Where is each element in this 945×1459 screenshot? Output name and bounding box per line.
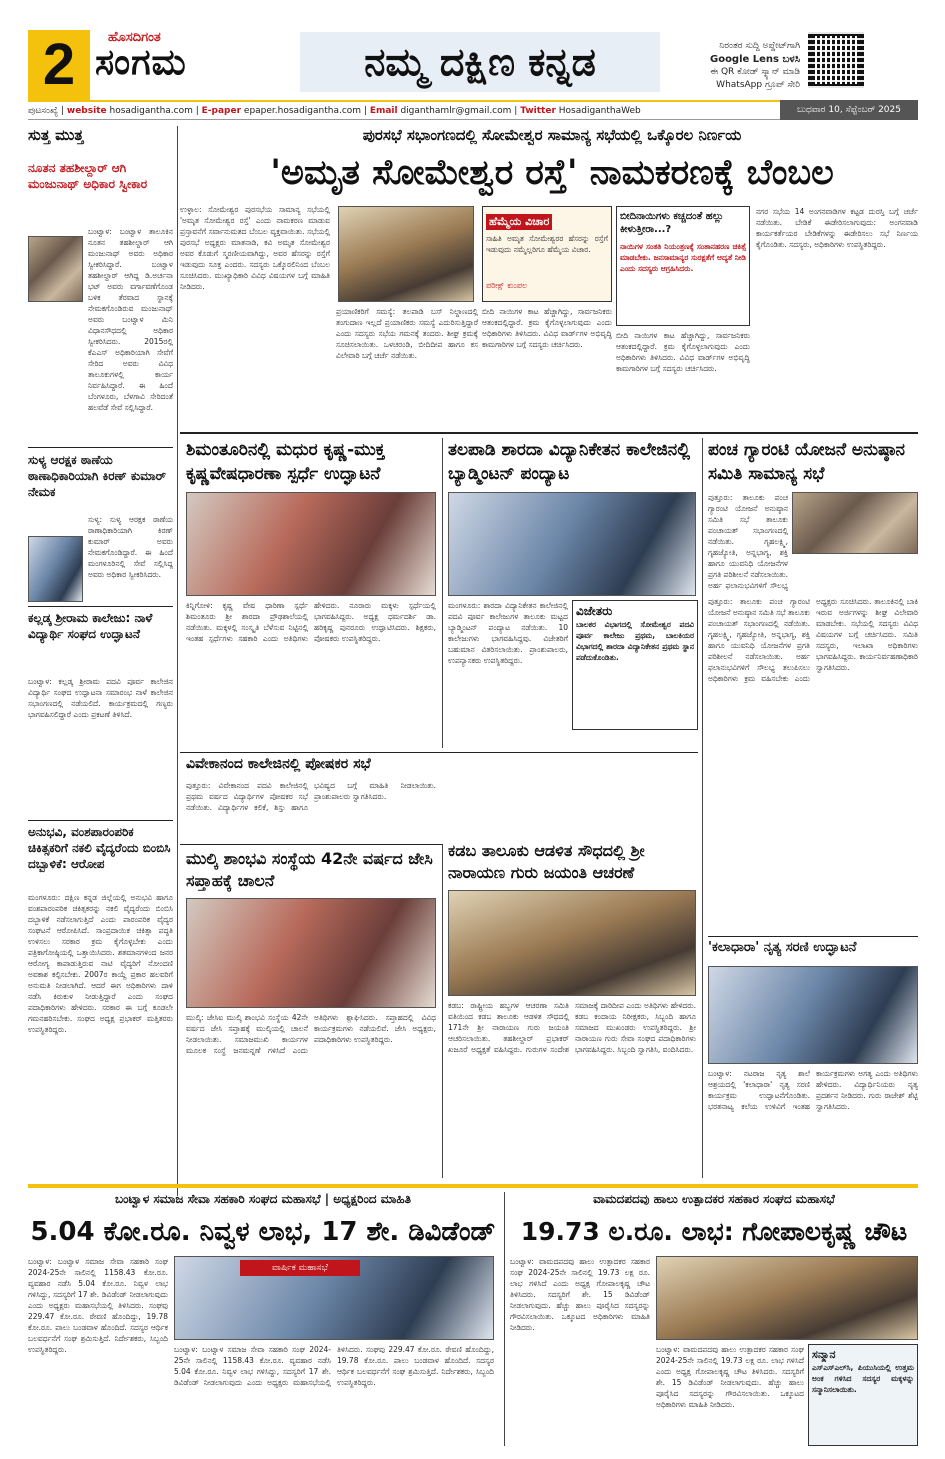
winners-title: ವಿಜೇತರು	[576, 604, 613, 618]
winners-body: ಬಾಲಕರ ವಿಭಾಗದಲ್ಲಿ ಸೋಮೇಶ್ವರ ಪದವಿ ಪೂರ್ವ ಕಾಲೇಜು ಪ್ರಥಮ, ಬಾಲಕಿಯರ ವಿಭಾಗದಲ್ಲಿ ಶಾರದಾ ವಿದ್ಯಾನಿಕೇತನ ಪ್ರಥಮ ಸ್ಥಾನ ಪಡೆದುಕೊಂಡಿತು.	[576, 620, 694, 662]
felicitation-title: ಸನ್ಮಾನ	[812, 1348, 836, 1361]
dance-photo	[708, 966, 918, 1064]
email-link[interactable]: diganthamlr@gmail.com	[400, 106, 512, 116]
mid-body-3a: ಪುತ್ತೂರು: ತಾಲೂಕು ಪಂಚ ಗ್ಯಾರಂಟಿ ಯೋಜನೆ ಅನುಷ್ಠಾನ ಸಮಿತಿ ಸಭೆ ತಾಲೂಕು ಪಂಚಾಯತ್ ಸಭಾಂಗಣದಲ್ಲಿ ನಡೆಯಿತು. ಗೃಹಲಕ್ಷ್ಮಿ, ಗೃಹಜ್ಯೋತಿ, ಅನ್ನಭಾಗ್ಯ, ಶಕ್ತಿ ಹಾಗೂ ಯುವನಿಧಿ ಯೋಜನೆಗಳ ಪ್ರಗತಿ ಪರಿಶೀಲನೆ ನಡೆಸಲಾಯಿತು. ಅರ್ಹ ಫಲಾನುಭವಿಗಳಿಗೆ ಸೌಲಭ್ಯ	[708, 493, 788, 590]
krishna-photo	[186, 492, 436, 596]
column-label: ಸುತ್ತ ಮುತ್ತ	[28, 126, 84, 144]
mid-body-3b: ಪುತ್ತೂರು: ತಾಲೂಕು ಪಂಚ ಗ್ಯಾರಂಟಿ ಯೋಜನೆ ಅನುಷ್ಠಾನ ಸಮಿತಿ ಸಭೆ ತಾಲೂಕು ಪಂಚಾಯತ್ ಸಭಾಂಗಣದಲ್ಲಿ ನಡೆಯಿತು. ಗೃಹಲಕ್ಷ್ಮಿ, ಗೃಹಜ್ಯೋತಿ, ಅನ್ನಭಾಗ್ಯ, ಶಕ್ತಿ ಹಾಗೂ ಯುವನಿಧಿ ಯೋಜನೆಗಳ ಪ್ರಗತಿ ಪರಿಶೀಲನೆ ನಡೆಸಲಾಯಿತು. ಅರ್ಹ ಫಲಾನುಭವಿಗಳಿಗೆ ಸೌಲಭ್ಯ ತಲುಪಿಸಲು ಅಧಿಕಾರಿಗಳು ಕ್ರಮ ವಹಿಸಬೇಕು ಎಂದು ಅಧ್ಯಕ್ಷರು ಸೂಚಿಸಿದರು. ತಾಲೂಕಿನಲ್ಲಿ ಬಾಕಿ ಇರುವ ಅರ್ಜಿಗಳನ್ನು ಶೀಘ್ರ ವಿಲೇವಾರಿ ಮಾಡಬೇಕು. ಸಭೆಯಲ್ಲಿ ಸದಸ್ಯರು ವಿವಿಧ ವಿಷಯಗಳ ಬಗ್ಗೆ ಚರ್ಚಿಸಿದರು. ಸಮಿತಿ ಸದಸ್ಯರು, ಇಲಾಖಾ ಅಧಿಕಾರಿಗಳು ಭಾಗವಹಿಸಿದ್ದರು. ಕಾರ್ಯನಿರ್ವಹಣಾಧಿಕಾರಿ ಸ್ವಾಗತಿಸಿದರು.	[708, 597, 918, 683]
bottom-kicker-2: ವಾಮದಪದವು ಹಾಲು ಉತ್ಪಾದಕರ ಸಹಕಾರ ಸಂಘದ ಮಹಾಸಭೆ	[593, 1192, 835, 1206]
badminton-photo	[448, 492, 696, 596]
milk-society-photo	[656, 1256, 918, 1340]
top-body-3: ಬೀದಿ ನಾಯಿಗಳ ಕಾಟ ಹೆಚ್ಚಾಗಿದ್ದು, ಸಾರ್ವಜನಿಕರು ಆತಂಕದಲ್ಲಿದ್ದಾರೆ. ಕ್ರಮ ಕೈಗೊಳ್ಳಲಾಗುವುದು ಎಂದು ಅಧಿಕಾರಿಗಳು ತಿಳಿಸಿದರು. ವಿವಿಧ ವಾರ್ಡ್‌ಗಳ ಅಭಿವೃದ್ಧಿ ಕಾಮಗಾರಿಗಳ ಬಗ್ಗೆ ಸದಸ್ಯರು ಚರ್ಚಿಸಿದರು.	[482, 307, 612, 349]
left-body-2: ಸುಳ್ಯ: ಸುಳ್ಯ ಆರಕ್ಷಕ ಠಾಣೆಯ ಠಾಣಾಧಿಕಾರಿಯಾಗಿ ಕಿರಣ್ ಕುಮಾರ್ ಅವರು ನೇಮಕಗೊಂಡಿದ್ದಾರೆ. ಈ ಹಿಂದೆ ಮಂಗಳೂರಿನಲ್ಲಿ ಸೇವೆ ಸಲ್ಲಿಸಿದ್ದ ಅವರು ಅಧಿಕಾರ ಸ್ವೀಕರಿಸಿದರು.	[88, 515, 173, 579]
meeting-photo	[338, 206, 474, 302]
section-rule	[180, 752, 698, 753]
pages-label: ಪುಟಸಂಖ್ಯೆ	[28, 106, 59, 116]
qr-instructions	[678, 40, 800, 92]
qr-line-1: ನಿರಂತರ ಸುದ್ದಿ ಅಪ್ಡೇಟ್‌ಗಾಗಿ	[719, 41, 800, 51]
divider	[28, 447, 173, 448]
bottom-body-2a: ಬಂಟ್ವಾಳ: ವಾಮದಪದವು ಹಾಲು ಉತ್ಪಾದಕರ ಸಹಕಾರ ಸಂಘ 2024-25ನೇ ಸಾಲಿನಲ್ಲಿ 19.73 ಲಕ್ಷ ರೂ. ಲಾಭ ಗಳಿಸಿದೆ ಎಂದು ಅಧ್ಯಕ್ಷ ಗೋಪಾಲಕೃಷ್ಣ ಚೌಟ ತಿಳಿಸಿದರು. ಸದಸ್ಯರಿಗೆ ಶೇ. 15 ಡಿವಿಡೆಂಡ್ ನೀಡಲಾಗುವುದು. ಹೆಚ್ಚು ಹಾಲು ಪೂರೈಸಿದ ಸದಸ್ಯರನ್ನು ಗೌರವಿಸಲಾಯಿತು. ಒಕ್ಕೂಟದ ಅಧಿಕಾರಿಗಳು ಮಾಹಿತಿ ನೀಡಿದರು.	[510, 1257, 650, 1332]
felicitation-box	[808, 1344, 918, 1446]
column-divider	[177, 126, 178, 1196]
email-label: Email	[369, 106, 398, 116]
info-bar: ಪುಟಸಂಖ್ಯೆ | website hosadigantha.com | E-paper epaper.hosadigantha.com | Email diganthamlr@gmail.com | Twitter HosadiganthaWeb	[28, 100, 918, 120]
stray-dog-body: ನಾಯಿಗಳ ಸಂತತಿ ನಿಯಂತ್ರಣಕ್ಕೆ ಸಂತಾನಹರಣ ಚಿಕಿತ್ಸೆ ಮಾಡಬೇಕು. ಜನಸಾಮಾನ್ಯರ ಸುರಕ್ಷತೆಗೆ ಆದ್ಯತೆ ನೀಡಿ ಎಂದು ಸದಸ್ಯರು ಆಗ್ರಹಿಸಿದರು.	[620, 242, 746, 273]
guarantee-photo	[792, 492, 918, 554]
felicitation-body: ಎಸ್ಎಸ್ಎಲ್‌ಸಿ, ಪಿಯುಸಿಯಲ್ಲಿ ಉತ್ತಮ ಅಂಕ ಗಳಿಸಿದ ಸದಸ್ಯರ ಮಕ್ಕಳನ್ನು ಸನ್ಮಾನಿಸಲಾಯಿತು.	[812, 1363, 914, 1394]
brand-small: ಹೊಸದಿಗಂತ	[108, 30, 161, 45]
column-divider	[442, 844, 443, 1178]
brand-title: ಸಂಗಮ	[95, 42, 187, 83]
website-link[interactable]: hosadigantha.com	[109, 106, 193, 116]
lower-body-2: ಕಡಬ: ರಾಷ್ಟ್ರೀಯ ಹಬ್ಬಗಳ ಆಚರಣಾ ಸಮಿತಿ ವತಿಯಿಂದ ಕಡಬ ತಾಲೂಕು ಆಡಳಿತ ಸೌಧದಲ್ಲಿ 171ನೇ ಶ್ರೀ ನಾರಾಯಣ ಗುರು ಜಯಂತಿ ಆಚರಿಸಲಾಯಿತು. ತಹಶೀಲ್ದಾರ್ ಪ್ರಭಾಕರ್ ಖಜೂರೆ ಅಧ್ಯಕ್ಷತೆ ವಹಿಸಿದ್ದರು. ಗುರುಗಳ ಸಂದೇಶ ಸಮಾಜಕ್ಕೆ ದಾರಿದೀಪ ಎಂದು ಅತಿಥಿಗಳು ಹೇಳಿದರು. ಕಡಬ ಕಂದಾಯ ನಿರೀಕ್ಷಕರು, ಸಿಬ್ಬಂದಿ ಹಾಗೂ ಸಮಾಜದ ಮುಖಂಡರು ಉಪಸ್ಥಿತರಿದ್ದರು. ಶ್ರೀ ನಾರಾಯಣ ಗುರು ಸೇವಾ ಸಂಘದ ಪದಾಧಿಕಾರಿಗಳು ಭಾಗವಹಿಸಿದ್ದರು. ಸಿಬ್ಬಂದಿ ಸ್ವಾಗತಿಸಿ, ವಂದಿಸಿದರು.	[448, 1001, 696, 1054]
section-rule	[180, 432, 918, 434]
mid-headline-2: ತಲಪಾಡಿ ಶಾರದಾ ವಿದ್ಯಾನಿಕೇತನ ಕಾಲೇಜಿನಲ್ಲಿ ಬ್ಯಾಡ್ಮಿಂಟನ್ ಪಂದ್ಯಾಟ	[448, 440, 691, 484]
bottom-headline-1: 5.04 ಕೋ.ರೂ. ನಿವ್ವಳ ಲಾಭ, 17 ಶೇ. ಡಿವಿಡೆಂಡ್	[30, 1217, 496, 1247]
lower-headline-4: 'ಕಲಾಧಾರಾ' ನೃತ್ಯ ಸರಣಿ ಉದ್ಘಾಟನೆ	[708, 940, 857, 955]
narayana-guru-photo	[448, 890, 696, 996]
lower-body-4: ಬಂಟ್ವಾಳ: ನಟರಾಜ ನೃತ್ಯ ಶಾಲೆ ಆಶ್ರಯದಲ್ಲಿ 'ಕಲಾಧಾರಾ' ನೃತ್ಯ ಸರಣಿ ಕಾರ್ಯಕ್ರಮ ಉದ್ಘಾಟನೆಗೊಂಡಿತು. ಭರತನಾಟ್ಯ ಕಲೆಯ ಉಳಿವಿಗೆ ಇಂತಹ ಕಾರ್ಯಕ್ರಮಗಳು ಅಗತ್ಯ ಎಂದು ಅತಿಥಿಗಳು ಹೇಳಿದರು. ವಿದ್ಯಾರ್ಥಿನಿಯರು ನೃತ್ಯ ಪ್ರದರ್ಶನ ನೀಡಿದರು. ಗುರು ರಾಜೇಶ್ ಶೆಟ್ಟಿ ಸ್ವಾಗತಿಸಿದರು.	[708, 1069, 918, 1111]
section-rule	[708, 936, 918, 937]
top-headline: 'ಅಮೃತ ಸೋಮೇಶ್ವರ ರಸ್ತೆ' ನಾಮಕರಣಕ್ಕೆ ಬೆಂಬಲ	[270, 153, 834, 193]
top-body-4: ನಗರ ಸಭೆಯ 14 ಅಂಗನವಾಡಿಗಳ ಕಟ್ಟಡ ದುರಸ್ತಿ ಬಗ್ಗೆ ಚರ್ಚೆ ನಡೆಯಿತು. ಬೇಡಿಕೆ ಈಡೇರಿಸಲಾಗುವುದು: ಅಂಗನವಾಡಿ ಕಾರ್ಯಕರ್ತೆಯರ ಬೇಡಿಕೆಗಳನ್ನು ಈಡೇರಿಸಲು ಸಭೆ ನಿರ್ಣಯ ಕೈಗೊಂಡಿತು. ಸದಸ್ಯರು, ಅಧಿಕಾರಿಗಳು ಉಪಸ್ಥಿತರಿದ್ದರು.	[756, 207, 918, 249]
mid-headline-1: ಶಿಮಂತೂರಿನಲ್ಲಿ ಮಧುರ ಕೃಷ್ಣ-ಮುಕ್ತ ಕೃಷ್ಣವೇಷಧಾರಣಾ ಸ್ಪರ್ಧೆ ಉದ್ಘಾಟನೆ	[186, 440, 385, 484]
bottom-band-rule	[28, 1184, 918, 1188]
top-kicker: ಪುರಸಭೆ ಸಭಾಂಗಣದಲ್ಲಿ ಸೋಮೇಶ್ವರ ಸಾಮಾನ್ಯ ಸಭೆಯಲ್ಲಿ ಒಕ್ಕೊರಲ ನಿರ್ಣಯ	[362, 126, 742, 144]
police-photo	[28, 536, 83, 602]
lower-body-1: ಪುತ್ತೂರು: ವಿವೇಕಾನಂದ ಪದವಿ ಕಾಲೇಜಿನಲ್ಲಿ ಪ್ರಥಮ ವರ್ಷದ ವಿದ್ಯಾರ್ಥಿಗಳ ಪೋಷಕರ ಸಭೆ ನಡೆಯಿತು. ವಿದ್ಯಾರ್ಥಿಗಳ ಕಲಿಕೆ, ಶಿಸ್ತು ಹಾಗೂ ಭವಿಷ್ಯದ ಬಗ್ಗೆ ಮಾಹಿತಿ ನೀಡಲಾಯಿತು. ಪ್ರಾಂಶುಪಾಲರು ಸ್ವಾಗತಿಸಿದರು.	[186, 781, 436, 812]
left-body-4: ಮಂಗಳೂರು: ದಕ್ಷಿಣ ಕನ್ನಡ ಜಿಲ್ಲೆಯಲ್ಲಿ ಅನುಭವಿ ಹಾಗೂ ವಂಶಪಾರಂಪರಿಕ ಚಿಕಿತ್ಸಕರನ್ನು ನಕಲಿ ವೈದ್ಯರೆಂದು ಬಿಂಬಿಸಿ ದಬ್ಬಾಳಿಕೆ ನಡೆಸಲಾಗುತ್ತಿದೆ ಎಂದು ಪಾರಂಪರಿಕ ವೈದ್ಯರ ಸಂಘಟನೆ ಆರೋಪಿಸಿದೆ. ಸಾಂಪ್ರದಾಯಿಕ ಚಿಕಿತ್ಸಾ ಪದ್ಧತಿ ಉಳಿಸಲು ಸರಕಾರ ಕ್ರಮ ಕೈಗೊಳ್ಳಬೇಕು ಎಂದು ಪತ್ರಿಕಾಗೋಷ್ಠಿಯಲ್ಲಿ ಒತ್ತಾಯಿಸಿದರು. ಶತಮಾನಗಳಿಂದ ಜನರ ಆರೋಗ್ಯ ಕಾಪಾಡುತ್ತಿರುವ ನಾಟಿ ವೈದ್ಯರಿಗೆ ನೋಂದಣಿ ಅವಕಾಶ ಕಲ್ಪಿಸಬೇಕು. 2007ರ ಕಾಯ್ದೆ ಪ್ರಕಾರ ಹಲವರಿಗೆ ಅನುಮತಿ ನೀಡಲಾಗಿದೆ. ಆದರೆ ಈಗ ಅಧಿಕಾರಿಗಳು ದಾಳಿ ನಡೆಸಿ ಕಿರುಕುಳ ನೀಡುತ್ತಿದ್ದಾರೆ ಎಂದು ಸಂಘದ ಪದಾಧಿಕಾರಿಗಳು ಹೇಳಿದರು. ಸರಕಾರ ಈ ಬಗ್ಗೆ ಕೂಡಲೇ ಗಮನಹರಿಸಬೇಕು. ಸಂಘದ ಅಧ್ಯಕ್ಷ ಪ್ರಭಾಕರ್ ಮತ್ತಿತರರು ಉಪಸ್ಥಿತರಿದ್ದರು.	[28, 893, 173, 1034]
lower-headline-2: ಕಡಬ ತಾಲೂಕು ಆಡಳಿತ ಸೌಧದಲ್ಲಿ ಶ್ರೀ ನಾರಾಯಣ ಗುರು ಜಯಂತಿ ಆಚರಣೆ	[448, 841, 645, 882]
bottom-body-1b: ಬಂಟ್ವಾಳ: ಬಂಟ್ವಾಳ ಸಮಾಜ ಸೇವಾ ಸಹಕಾರಿ ಸಂಘ 2024-25ನೇ ಸಾಲಿನಲ್ಲಿ 1158.43 ಕೋ.ರೂ. ವ್ಯವಹಾರ ನಡೆಸಿ 5.04 ಕೋ.ರೂ. ನಿವ್ವಳ ಲಾಭ ಗಳಿಸಿದ್ದು, ಸದಸ್ಯರಿಗೆ 17 ಶೇ. ಡಿವಿಡೆಂಡ್ ನೀಡಲಾಗುವುದು ಎಂದು ಅಧ್ಯಕ್ಷರು ಮಹಾಸಭೆಯಲ್ಲಿ ತಿಳಿಸಿದರು. ಸಂಘವು 229.47 ಕೋ.ರೂ. ಠೇವಣಿ ಹೊಂದಿದ್ದು, 19.78 ಕೋ.ರೂ. ಪಾಲು ಬಂಡವಾಳ ಹೊಂದಿದೆ. ಸದಸ್ಯರ ಆರ್ಥಿಕ ಬಲವರ್ಧನೆಗೆ ಸಂಘ ಶ್ರಮಿಸುತ್ತಿದೆ. ನಿರ್ದೇಶಕರು, ಸಿಬ್ಬಂದಿ ಉಪಸ್ಥಿತರಿದ್ದರು.	[174, 1345, 494, 1387]
stray-dog-box	[616, 206, 750, 326]
divider	[28, 606, 173, 607]
top-body-1: ಉಳ್ಳಾಲ: ಸೋಮೇಶ್ವರ ಪುರಸಭೆಯ ಸಾಮಾನ್ಯ ಸಭೆಯಲ್ಲಿ 'ಅಮೃತ ಸೋಮೇಶ್ವರ ರಸ್ತೆ' ಎಂದು ನಾಮಕರಣ ಮಾಡುವ ಪ್ರಸ್ತಾವನೆಗೆ ಸರ್ವಾನುಮತದ ಬೆಂಬಲ ವ್ಯಕ್ತವಾಯಿತು. ಸಭೆಯಲ್ಲಿ ಪುರಸಭೆ ಅಧ್ಯಕ್ಷರು ಮಾತನಾಡಿ, ಕವಿ ಅಮೃತ ಸೋಮೇಶ್ವರ ಅವರ ಕೊಡುಗೆ ಸ್ಮರಣೀಯವಾಗಿದ್ದು, ಅವರ ಹೆಸರನ್ನು ರಸ್ತೆಗೆ ಇಡುವುದು ಸೂಕ್ತ ಎಂದರು. ಸದಸ್ಯರು ಒಕ್ಕೊರಲಿನಿಂದ ಬೆಂಬಲ ಸೂಚಿಸಿದರು. ಮುಖ್ಯಾಧಿಕಾರಿ ವಿವಿಧ ವಿಷಯಗಳ ಬಗ್ಗೆ ಮಾಹಿತಿ ನೀಡಿದರು.	[180, 205, 330, 291]
left-body-3: ಬಂಟ್ವಾಳ: ಕಲ್ಲಡ್ಕ ಶ್ರೀರಾಮ ಪದವಿ ಪೂರ್ವ ಕಾಲೇಜಿನ ವಿದ್ಯಾರ್ಥಿ ಸಂಘದ ಉದ್ಘಾಟನಾ ಸಮಾರಂಭ ನಾಳೆ ಕಾಲೇಜಿನ ಸಭಾಂಗಣದಲ್ಲಿ ನಡೆಯಲಿದೆ. ಕಾರ್ಯಕ್ರಮದಲ್ಲಿ ಗಣ್ಯರು ಭಾಗವಹಿಸಲಿದ್ದಾರೆ ಎಂದು ಪ್ರಕಟಣೆ ತಿಳಿಸಿದೆ.	[28, 677, 173, 719]
jc-week-photo	[186, 898, 436, 1008]
column-divider	[702, 438, 703, 1178]
bottom-kicker-1: ಬಂಟ್ವಾಳ ಸಮಾಜ ಸೇವಾ ಸಹಕಾರಿ ಸಂಘದ ಮಹಾಸಭೆ | ಅಧ್ಯಕ್ಷರಿಂದ ಮಾಹಿತಿ	[115, 1192, 411, 1206]
twitter-link[interactable]: HosadiganthaWeb	[558, 106, 641, 116]
epaper-label: E-paper	[201, 106, 242, 116]
left-headline-1: ನೂತನ ತಹಶೀಲ್ದಾರ್ ಆಗಿ ಮಂಜುನಾಥ್ ಅಧಿಕಾರ ಸ್ವೀಕಾರ	[28, 161, 148, 191]
pride-box	[482, 206, 612, 302]
left-headline-4: ಅನುಭವಿ, ವಂಶಪಾರಂಪರಿಕ ಚಿಕಿತ್ಸಕರಿಗೆ ನಕಲಿ ವೈದ್ಯರೆಂದು ಬಿಂಬಿಸಿ ದಬ್ಬಾಳಿಕೆ: ಆರೋಪ	[28, 825, 171, 871]
issue-date: ಬುಧವಾರ 10, ಸೆಪ್ಟೆಂಬರ್ 2025	[780, 100, 918, 120]
section-title: ನಮ್ಮ ದಕ್ಷಿಣ ಕನ್ನಡ	[300, 32, 660, 92]
lower-headline-3: ಮುಲ್ಕಿ ಶಾಂಭವಿ ಸಂಸ್ಥೆಯ 42ನೇ ವರ್ಷದ ಜೇಸಿ ಸಪ್ತಾಹಕ್ಕೆ ಚಾಲನೆ	[186, 849, 433, 890]
epaper-link[interactable]: epaper.hosadigantha.com	[243, 106, 362, 116]
qr-line-3: ಈ QR ಕೋಡ್ ಸ್ಕ್ಯಾನ್ ಮಾಡಿ	[710, 67, 800, 77]
winners-box	[572, 600, 698, 730]
lower-body-3: ಮುಲ್ಕಿ: ಜೇಸಿಐ ಮುಲ್ಕಿ ಶಾಂಭವಿ ಸಂಸ್ಥೆಯ 42ನೇ ವರ್ಷದ ಜೇಸಿ ಸಪ್ತಾಹಕ್ಕೆ ಮುಲ್ಕಿಯಲ್ಲಿ ಚಾಲನೆ ನೀಡಲಾಯಿತು. ಸಮಾಜಮುಖಿ ಕಾರ್ಯಗಳ ಮೂಲಕ ಸಂಸ್ಥೆ ಜನಮನ್ನಣೆ ಗಳಿಸಿದೆ ಎಂದು ಅತಿಥಿಗಳು ಶ್ಲಾಘಿಸಿದರು. ಸಪ್ತಾಹದಲ್ಲಿ ವಿವಿಧ ಕಾರ್ಯಕ್ರಮಗಳು ನಡೆಯಲಿವೆ. ಜೇಸಿ ಅಧ್ಯಕ್ಷರು, ಪದಾಧಿಕಾರಿಗಳು ಉಪಸ್ಥಿತರಿದ್ದರು.	[186, 1013, 436, 1055]
mid-body-1: ಕಿನ್ನಿಗೋಳಿ: ಕೃಷ್ಣ ವೇಷ ಧಾರಿಣಾ ಸ್ಪರ್ಧೆ ಶಿಮಂತೂರು ಶ್ರೀ ಶಾರದಾ ಪ್ರೌಢಶಾಲೆಯಲ್ಲಿ ನಡೆಯಿತು. ಮಕ್ಕಳಲ್ಲಿ ಸಂಸ್ಕೃತಿ ಬೆಳೆಸುವ ನಿಟ್ಟಿನಲ್ಲಿ ಇಂತಹ ಸ್ಪರ್ಧೆಗಳು ಸಹಕಾರಿ ಎಂದು ಅತಿಥಿಗಳು ಹೇಳಿದರು. ನೂರಾರು ಮಕ್ಕಳು ಸ್ಪರ್ಧೆಯಲ್ಲಿ ಭಾಗವಹಿಸಿದ್ದರು. ಅಧ್ಯಕ್ಷ ಧರ್ಮದರ್ಶಿ ಡಾ. ಹರಿಕೃಷ್ಣ ಪುನರೂರು ಉದ್ಘಾಟಿಸಿದರು. ಶಿಕ್ಷಕರು, ಪೋಷಕರು ಉಪಸ್ಥಿತರಿದ್ದರು.	[186, 601, 436, 643]
photo-banner: ವಾರ್ಷಿಕ ಮಹಾಸಭೆ	[240, 1260, 360, 1276]
mid-headline-3: ಪಂಚ ಗ್ಯಾರಂಟಿ ಯೋಜನೆ ಅನುಷ್ಠಾನ ಸಮಿತಿ ಸಾಮಾನ್ಯ ಸಭೆ	[708, 440, 905, 484]
qr-code-overlay	[808, 32, 864, 88]
top-body-3b: ಬೀದಿ ನಾಯಿಗಳ ಕಾಟ ಹೆಚ್ಚಾಗಿದ್ದು, ಸಾರ್ವಜನಿಕರು ಆತಂಕದಲ್ಲಿದ್ದಾರೆ. ಕ್ರಮ ಕೈಗೊಳ್ಳಲಾಗುವುದು ಎಂದು ಅಧಿಕಾರಿಗಳು ತಿಳಿಸಿದರು. ವಿವಿಧ ವಾರ್ಡ್‌ಗಳ ಅಭಿವೃದ್ಧಿ ಕಾಮಗಾರಿಗಳ ಬಗ್ಗೆ ಸದಸ್ಯರು ಚರ್ಚಿಸಿದರು.	[616, 331, 750, 373]
stray-dog-title: ಬೀದಿನಾಯಿಗಳು ಕಚ್ಚದಂತೆ ಹಲ್ಲು ಕೀಳುತ್ತೀರಾ...?	[620, 211, 724, 235]
mid-body-2: ಮಂಗಳೂರು: ಶಾರದಾ ವಿದ್ಯಾನಿಕೇತನ ಕಾಲೇಜಿನಲ್ಲಿ ಪದವಿ ಪೂರ್ವ ಕಾಲೇಜುಗಳ ತಾಲೂಕು ಮಟ್ಟದ ಬ್ಯಾಡ್ಮಿಂಟನ್ ಪಂದ್ಯಾಟ ನಡೆಯಿತು. 10 ಕಾಲೇಜುಗಳು ಭಾಗವಹಿಸಿದ್ದವು. ವಿಜೇತರಿಗೆ ಬಹುಮಾನ ವಿತರಿಸಲಾಯಿತು. ಪ್ರಾಂಶುಪಾಲರು, ಉಪನ್ಯಾಸಕರು ಉಪಸ್ಥಿತರಿದ್ದರು.	[448, 601, 568, 665]
section-rule	[180, 844, 442, 845]
column-divider	[442, 438, 443, 748]
pride-box-title: ಹೆಮ್ಮೆಯ ವಿಚಾರ	[486, 214, 552, 230]
qr-line-2: Google Lens ಬಳಸಿ	[709, 54, 800, 65]
twitter-label: Twitter	[520, 106, 556, 116]
bottom-body-2b: ಬಂಟ್ವಾಳ: ವಾಮದಪದವು ಹಾಲು ಉತ್ಪಾದಕರ ಸಹಕಾರ ಸಂಘ 2024-25ನೇ ಸಾಲಿನಲ್ಲಿ 19.73 ಲಕ್ಷ ರೂ. ಲಾಭ ಗಳಿಸಿದೆ ಎಂದು ಅಧ್ಯಕ್ಷ ಗೋಪಾಲಕೃಷ್ಣ ಚೌಟ ತಿಳಿಸಿದರು. ಸದಸ್ಯರಿಗೆ ಶೇ. 15 ಡಿವಿಡೆಂಡ್ ನೀಡಲಾಗುವುದು. ಹೆಚ್ಚು ಹಾಲು ಪೂರೈಸಿದ ಸದಸ್ಯರನ್ನು ಗೌರವಿಸಲಾಯಿತು. ಒಕ್ಕೂಟದ ಅಧಿಕಾರಿಗಳು ಮಾಹಿತಿ ನೀಡಿದರು.	[656, 1345, 804, 1409]
left-body-1: ಬಂಟ್ವಾಳ: ಬಂಟ್ವಾಳ ತಾಲೂಕಿನ ನೂತನ ತಹಶೀಲ್ದಾರ್ ಆಗಿ ಮಂಜುನಾಥ್ ಅವರು ಅಧಿಕಾರ ಸ್ವೀಕರಿಸಿದ್ದಾರೆ. ಬಂಟ್ವಾಳ ತಹಶೀಲ್ದಾರ್ ಆಗಿದ್ದ ಡಿ.ಅರ್ಚನಾ ಭಟ್ ಅವರು ವರ್ಗಾವಣೆಗೊಂಡ ಬಳಿಕ ತೆರವಾದ ಸ್ಥಾನಕ್ಕೆ ನೇಮಕಗೊಂಡಿರುವ ಮಂಜುನಾಥ್ ಅವರು ಬಂಟ್ವಾಳ ಮಿನಿ ವಿಧಾನಸೌಧದಲ್ಲಿ ಅಧಿಕಾರ ಸ್ವೀಕರಿಸಿದರು. 2015ರಲ್ಲಿ ಕೆಎಎಸ್ ಅಧಿಕಾರಿಯಾಗಿ ಸೇವೆಗೆ ಸೇರಿದ ಅವರು ವಿವಿಧ ತಾಲೂಕುಗಳಲ್ಲಿ ಕಾರ್ಯ ನಿರ್ವಹಿಸಿದ್ದಾರೆ. ಈ ಹಿಂದೆ ಬೆಂಗಳೂರು, ಬೆಳಗಾವಿ ಸೇರಿದಂತೆ ಹಲವೆಡೆ ಸೇವೆ ಸಲ್ಲಿಸಿದ್ದಾರೆ.	[88, 227, 173, 412]
top-body-2: ಪ್ರಯಾಣಿಕರಿಗೆ ಸಮಸ್ಯೆ: ತಲಪಾಡಿ ಬಸ್ ನಿಲ್ದಾಣದಲ್ಲಿ ತಂಗುದಾಣ ಇಲ್ಲದೆ ಪ್ರಯಾಣಿಕರು ಸಮಸ್ಯೆ ಎದುರಿಸುತ್ತಿದ್ದಾರೆ ಎಂದು ಸದಸ್ಯರು ಸಭೆಯ ಗಮನಕ್ಕೆ ತಂದರು. ಶೀಘ್ರ ಕ್ರಮಕ್ಕೆ ಸೂಚಿಸಲಾಯಿತು. ಒಳಚರಂಡಿ, ಬೀದಿದೀಪ ಹಾಗೂ ಕಸ ವಿಲೇವಾರಿ ಬಗ್ಗೆ ಚರ್ಚೆ ನಡೆಯಿತು.	[336, 307, 478, 360]
bottom-headline-2: 19.73 ಲ.ರೂ. ಲಾಭ: ಗೋಪಾಲಕೃಷ್ಣ ಚೌಟ	[520, 1217, 908, 1246]
page-number: 2	[28, 30, 90, 100]
left-headline-2: ಸುಳ್ಯ ಆರಕ್ಷಕ ಠಾಣೆಯ ಠಾಣಾಧಿಕಾರಿಯಾಗಿ ಕಿರಣ್ ಕುಮಾರ್ ನೇಮಕ	[28, 453, 167, 499]
divider	[28, 820, 173, 821]
qr-line-4: WhatsApp ಗ್ರೂಪ್ ಸೇರಿ	[716, 80, 800, 90]
left-headline-3: ಕಲ್ಲಡ್ಕ ಶ್ರೀರಾಮ ಕಾಲೇಜು: ನಾಳೆ ವಿದ್ಯಾರ್ಥಿ ಸಂಘದ ಉದ್ಘಾಟನೆ	[28, 611, 153, 641]
lower-headline-1: ವಿವೇಕಾನಂದ ಕಾಲೇಜಿನಲ್ಲಿ ಪೋಷಕರ ಸಭೆ	[186, 756, 371, 772]
column-divider	[504, 1192, 505, 1446]
bottom-body-1a: ಬಂಟ್ವಾಳ: ಬಂಟ್ವಾಳ ಸಮಾಜ ಸೇವಾ ಸಹಕಾರಿ ಸಂಘ 2024-25ನೇ ಸಾಲಿನಲ್ಲಿ 1158.43 ಕೋ.ರೂ. ವ್ಯವಹಾರ ನಡೆಸಿ 5.04 ಕೋ.ರೂ. ನಿವ್ವಳ ಲಾಭ ಗಳಿಸಿದ್ದು, ಸದಸ್ಯರಿಗೆ 17 ಶೇ. ಡಿವಿಡೆಂಡ್ ನೀಡಲಾಗುವುದು ಎಂದು ಅಧ್ಯಕ್ಷರು ಮಹಾಸಭೆಯಲ್ಲಿ ತಿಳಿಸಿದರು. ಸಂಘವು 229.47 ಕೋ.ರೂ. ಠೇವಣಿ ಹೊಂದಿದ್ದು, 19.78 ಕೋ.ರೂ. ಪಾಲು ಬಂಡವಾಳ ಹೊಂದಿದೆ. ಸದಸ್ಯರ ಆರ್ಥಿಕ ಬಲವರ್ಧನೆಗೆ ಸಂಘ ಶ್ರಮಿಸುತ್ತಿದೆ. ನಿರ್ದೇಶಕರು, ಸಿಬ್ಬಂದಿ ಉಪಸ್ಥಿತರಿದ್ದರು.	[28, 1257, 168, 1354]
website-label: website	[66, 106, 107, 116]
pride-box-body: ಸಾಹಿತಿ ಅಮೃತ ಸೋಮೇಶ್ವರರ ಹೆಸರನ್ನು ರಸ್ತೆಗೆ ಇಡುವುದು ನಮ್ಮೆಲ್ಲರಿಗೂ ಹೆಮ್ಮೆಯ ವಿಚಾರ.	[486, 234, 608, 254]
pride-box-author: ಪರೀಕ್ಷ್ ಕುಂಪಲ	[486, 281, 528, 290]
